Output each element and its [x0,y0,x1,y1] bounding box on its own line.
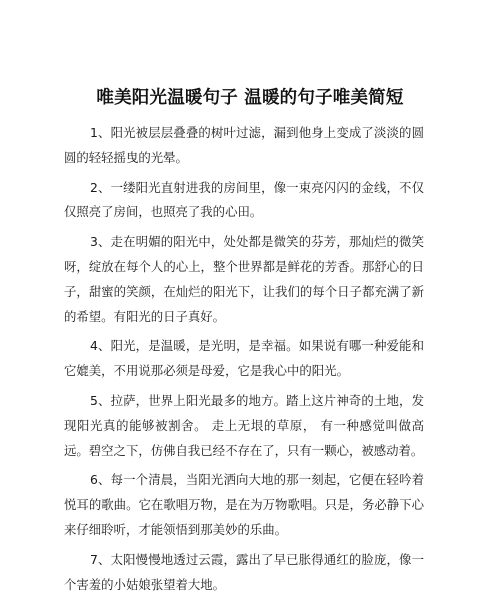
document-body [64,121,424,602]
paragraph-7: 7、太阳慢慢地透过云霞，露出了早已胀得通红的脸庞，像一个害羞的小姑娘张望着大地。 [64,551,424,592]
paragraph-2: 2、一缕阳光直射进我的房间里，像一束亮闪闪的金线，不仅仅照亮了房间，也照亮了我的心田。 [64,179,424,220]
paragraph-5: 5、拉萨，世界上阳光最多的地方。踏上这片神奇的土地，发现阳光真的能够被割舍。 走上无垠的草原， 有一种感觉叫做高远。碧空之下，仿佛自我已经不存在了，只有一颗心，被感动着。 [64,392,424,458]
paragraph-1: 1、阳光被层层叠叠的树叶过滤，漏到他身上变成了淡淡的圆圆的轻轻摇曳的光晕。 [64,125,424,165]
document-title: 唯美阳光温暖句子 温暖的句子唯美简短 [96,88,404,108]
paragraph-4: 4、阳光，是温暖，是光明，是幸福。如果说有哪一种爱能和它媲美，不用说那必须是母爱，它是我心中的阳光。 [64,338,424,379]
paragraph-6: 6、每一个清晨，当阳光洒向大地的那一刻起，它便在轻吟着悦耳的歌曲。它在歌唱万物，是在为万物歌唱。只是，务必静下心来仔细聆听，才能领悟到那美妙的乐曲。 [64,472,424,537]
paragraph-3: 3、走在明媚的阳光中，处处都是微笑的芬芳，那灿烂的微笑呀，绽放在每个人的心上，整个世界都是鲜花的芳香。那舒心的日子，甜蜜的笑颜，在灿烂的阳光下，让我们的每个日子都充满了新的希望。有阳光的日子真好。 [64,234,424,324]
